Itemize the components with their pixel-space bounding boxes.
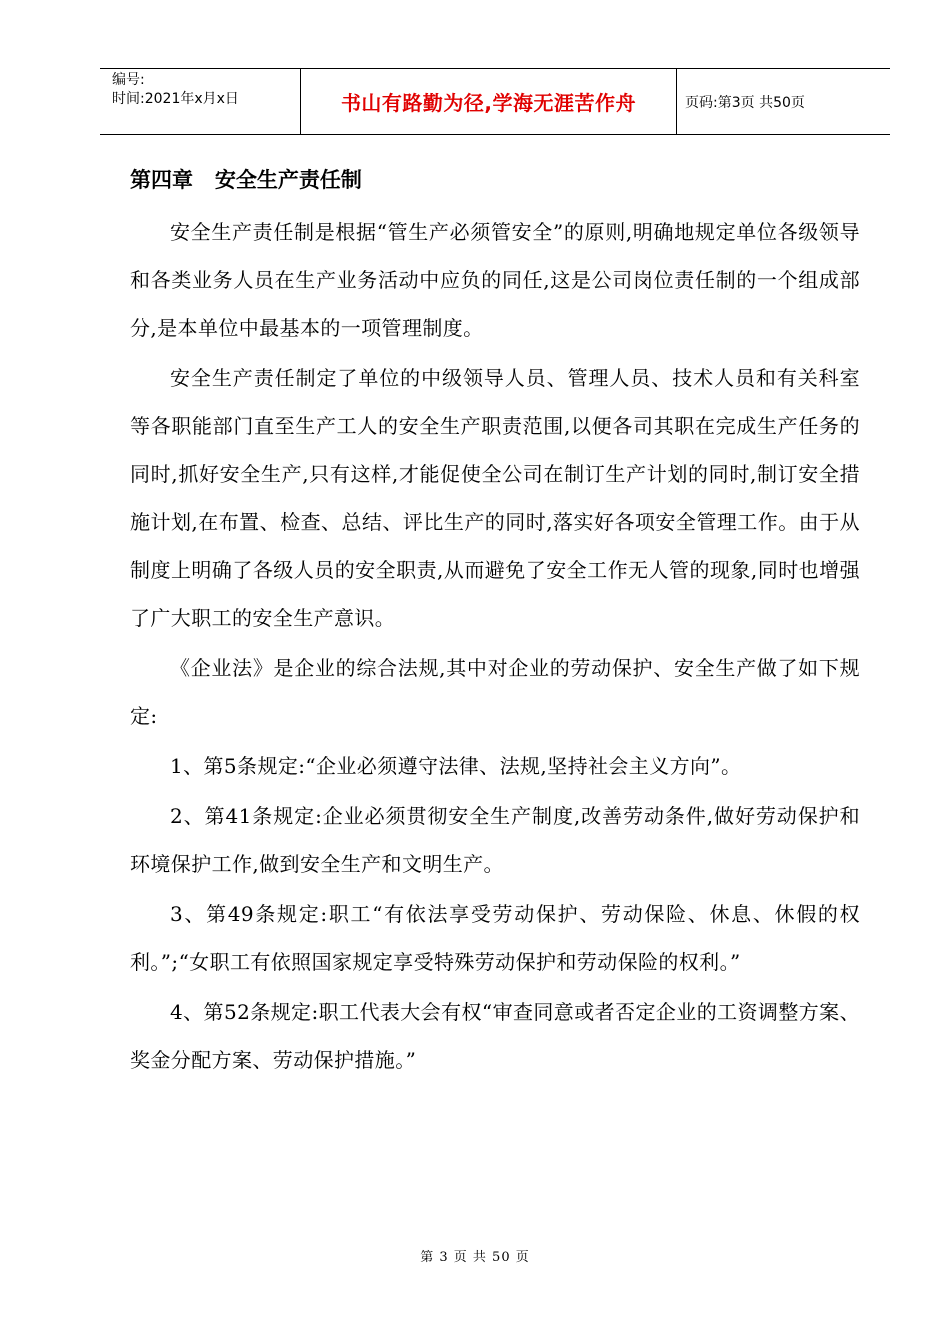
header-slogan: 书山有路勤为径,学海无涯苦作舟 <box>301 69 677 134</box>
chapter-title: 第四章 安全生产责任制 <box>130 168 362 192</box>
list-item: 3、第49条规定:职工“有依法享受劳动保护、劳动保险、休息、休假的权利。”;“女职工有依照国家规定享受特殊劳动保护和劳动保险的权利。” <box>130 902 860 974</box>
paragraph: 安全生产责任制定了单位的中级领导人员、管理人员、技术人员和有关科室等各职能部门直至生产工人的安全生产职责范围,以便各司其职在完成生产任务的同时,抓好安全生产,只有这样,才能促使全公司在制订生产计划的同时,制订安全措施计划,在布置、检查、总结、评比生产的同时,落实好各项安全管理工作。由于从制度上明确了各级人员的安全职责,从而避免了安全工作无人管的现象,同时也增强了广大职工的安全生产意识。 <box>130 366 860 630</box>
paragraph: 《企业法》是企业的综合法规,其中对企业的劳动保护、安全生产做了如下规定: <box>130 656 860 728</box>
list-item: 2、第41条规定:企业必须贯彻安全生产制度,改善劳动条件,做好劳动保护和环境保护工作,做到安全生产和文明生产。 <box>130 804 860 876</box>
list-item: 1、第5条规定:“企业必须遵守法律、法规,坚持社会主义方向”。 <box>170 754 742 778</box>
time-label: 时间:2021年x月x日 <box>112 91 239 107</box>
list-item: 4、第52条规定:职工代表大会有权“审查同意或者否定企业的工资调整方案、奖金分配方案、劳动保护措施。” <box>130 1000 860 1072</box>
page-footer: 第 3 页 共 50 页 <box>420 1250 530 1265</box>
header-meta <box>100 69 301 134</box>
doc-number-label: 编号: <box>112 72 145 88</box>
header-page-info: 页码:第3页 共50页 <box>685 94 805 111</box>
page-header <box>100 68 890 135</box>
document-body <box>130 165 860 1086</box>
paragraph: 安全生产责任制是根据“管生产必须管安全”的原则,明确地规定单位各级领导和各类业务人员在生产业务活动中应负的同任,这是公司岗位责任制的一个组成部分,是本单位中最基本的一项管理制度。 <box>130 220 860 340</box>
